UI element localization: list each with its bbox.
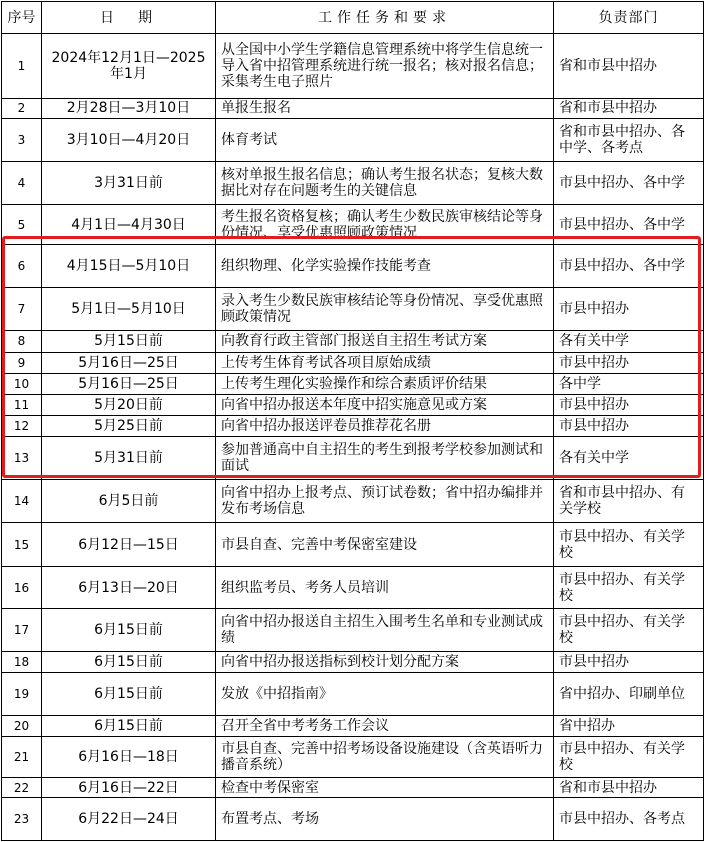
row-task: 市县自查、完善中考保密室建设 — [216, 523, 554, 566]
table-row — [2, 34, 704, 99]
row-seq: 20 — [2, 715, 42, 736]
table-row — [2, 204, 704, 244]
row-seq: 3 — [2, 118, 42, 161]
table-row — [2, 245, 704, 287]
row-date: 2月28日—3月10日 — [42, 98, 216, 118]
row-date: 6月15日前 — [42, 715, 216, 736]
row-task: 召开全省中考考务工作会议 — [216, 715, 554, 736]
row-seq: 13 — [2, 437, 42, 479]
table-row — [2, 437, 704, 479]
schedule-table — [1, 1, 704, 841]
row-dept: 市县中招办、各中学 — [554, 162, 704, 204]
row-dept: 省中招办 — [554, 715, 704, 736]
row-dept: 市县中招办、各中学 — [554, 204, 704, 244]
row-dept: 省和市县中招办 — [554, 778, 704, 798]
header-task: 工作任务和要求 — [216, 2, 554, 34]
row-seq: 15 — [2, 523, 42, 566]
row-task: 参加普通高中自主招生的考生到报考学校参加测试和面试 — [216, 437, 554, 479]
row-date: 5月31日前 — [42, 437, 216, 479]
table-row — [2, 736, 704, 777]
row-task: 组织监考员、考务人员培训 — [216, 566, 554, 608]
row-dept: 市县中招办 — [554, 416, 704, 437]
row-task: 向省中招办报送评卷员推荐花名册 — [216, 416, 554, 437]
table-row — [2, 479, 704, 522]
row-task: 录入考生少数民族审核结论等身份情况、享受优惠照顾政策情况 — [216, 287, 554, 330]
row-task: 组织物理、化学实验操作技能考查 — [216, 245, 554, 287]
row-date: 6月16日—18日 — [42, 736, 216, 777]
row-seq: 5 — [2, 204, 42, 244]
row-date: 6月22日—24日 — [42, 798, 216, 841]
row-task: 单报生报名 — [216, 98, 554, 118]
row-task: 向省中招办上报考点、预订试卷数；省中招办编排并发布考场信息 — [216, 479, 554, 522]
row-seq: 4 — [2, 162, 42, 204]
row-task: 从全国中小学生学籍信息管理系统中将学生信息统一导入省中招管理系统进行统一报名；核对报名信息；采集考生电子照片 — [216, 34, 554, 99]
row-task: 考生报名资格复核；确认考生少数民族审核结论等身份情况、享受优惠照顾政策情况 — [216, 204, 554, 244]
table-row — [2, 352, 704, 373]
row-dept: 市县中招办 — [554, 394, 704, 415]
table-row — [2, 609, 704, 651]
row-date: 3月31日前 — [42, 162, 216, 204]
row-seq: 17 — [2, 609, 42, 651]
table-row — [2, 523, 704, 566]
row-date: 6月13日—20日 — [42, 566, 216, 608]
row-dept: 省和市县中招办 — [554, 34, 704, 99]
table-row — [2, 715, 704, 736]
table-row — [2, 118, 704, 161]
table-row — [2, 416, 704, 437]
row-dept: 各有关中学 — [554, 437, 704, 479]
row-dept: 市县中招办、各考点 — [554, 798, 704, 841]
row-date: 6月15日前 — [42, 651, 216, 672]
row-task: 上传考生理化实验操作和综合素质评价结果 — [216, 373, 554, 394]
row-dept: 省和市县中招办 — [554, 98, 704, 118]
table-row — [2, 394, 704, 415]
row-dept: 省和市县中招办、各中学、各考点 — [554, 118, 704, 161]
row-date: 4月15日—5月10日 — [42, 245, 216, 287]
row-seq: 23 — [2, 798, 42, 841]
row-task: 向省中招办报送指标到校计划分配方案 — [216, 651, 554, 672]
row-task: 核对单报生报名信息；确认考生报名状态；复核大数据比对存在问题考生的关键信息 — [216, 162, 554, 204]
row-date: 5月16日—25日 — [42, 373, 216, 394]
row-dept: 市县中招办、有关学校 — [554, 736, 704, 777]
row-date: 2024年12月1日—2025年1月 — [42, 34, 216, 99]
row-seq: 2 — [2, 98, 42, 118]
row-dept: 市县中招办 — [554, 287, 704, 330]
row-dept: 市县中招办、有关学校 — [554, 566, 704, 608]
row-task: 向教育行政主管部门报送自主招生考试方案 — [216, 331, 554, 352]
table-row — [2, 673, 704, 715]
table-row — [2, 162, 704, 204]
row-seq: 10 — [2, 373, 42, 394]
table-row — [2, 778, 704, 798]
row-seq: 6 — [2, 245, 42, 287]
row-date: 6月5日前 — [42, 479, 216, 522]
row-seq: 7 — [2, 287, 42, 330]
table-row — [2, 287, 704, 330]
row-date: 5月25日前 — [42, 416, 216, 437]
table-row — [2, 373, 704, 394]
row-date: 6月15日前 — [42, 609, 216, 651]
row-seq: 12 — [2, 416, 42, 437]
row-dept: 省中招办、印刷单位 — [554, 673, 704, 715]
row-seq: 18 — [2, 651, 42, 672]
row-date: 5月1日—5月10日 — [42, 287, 216, 330]
header-date: 日 期 — [42, 2, 216, 34]
row-seq: 16 — [2, 566, 42, 608]
row-date: 5月15日前 — [42, 331, 216, 352]
row-dept: 市县中招办、有关学校 — [554, 523, 704, 566]
row-dept: 市县中招办、有关学校 — [554, 609, 704, 651]
row-task: 向省中招办报送自主招生入围考生名单和专业测试成绩 — [216, 609, 554, 651]
row-task: 布置考点、考场 — [216, 798, 554, 841]
row-task: 检查中考保密室 — [216, 778, 554, 798]
row-seq: 19 — [2, 673, 42, 715]
row-seq: 9 — [2, 352, 42, 373]
row-task: 发放《中招指南》 — [216, 673, 554, 715]
table-row — [2, 651, 704, 672]
row-date: 4月1日—4月30日 — [42, 204, 216, 244]
row-dept: 各中学 — [554, 373, 704, 394]
row-date: 6月16日—22日 — [42, 778, 216, 798]
row-date: 3月10日—4月20日 — [42, 118, 216, 161]
row-date: 6月15日前 — [42, 673, 216, 715]
row-dept: 各有关中学 — [554, 331, 704, 352]
row-dept: 省和市县中招办、有关学校 — [554, 479, 704, 522]
header-seq: 序号 — [2, 2, 42, 34]
row-seq: 8 — [2, 331, 42, 352]
table-row — [2, 798, 704, 841]
row-task: 市县自查、完善中招考场设备设施建设（含英语听力播音系统） — [216, 736, 554, 777]
row-task: 上传考生体育考试各项目原始成绩 — [216, 352, 554, 373]
row-seq: 21 — [2, 736, 42, 777]
row-seq: 11 — [2, 394, 42, 415]
table-row — [2, 98, 704, 118]
header-dept: 负责部门 — [554, 2, 704, 34]
header-row — [2, 2, 704, 34]
row-dept: 市县中招办 — [554, 352, 704, 373]
row-dept: 市县中招办 — [554, 651, 704, 672]
row-date: 5月20日前 — [42, 394, 216, 415]
row-date: 5月16日—25日 — [42, 352, 216, 373]
row-date: 6月12日—15日 — [42, 523, 216, 566]
table-row — [2, 331, 704, 352]
row-seq: 14 — [2, 479, 42, 522]
row-task: 向省中招办报送本年度中招实施意见或方案 — [216, 394, 554, 415]
row-seq: 22 — [2, 778, 42, 798]
table-row — [2, 566, 704, 608]
row-task: 体育考试 — [216, 118, 554, 161]
row-dept: 市县中招办、各中学 — [554, 245, 704, 287]
row-seq: 1 — [2, 34, 42, 99]
